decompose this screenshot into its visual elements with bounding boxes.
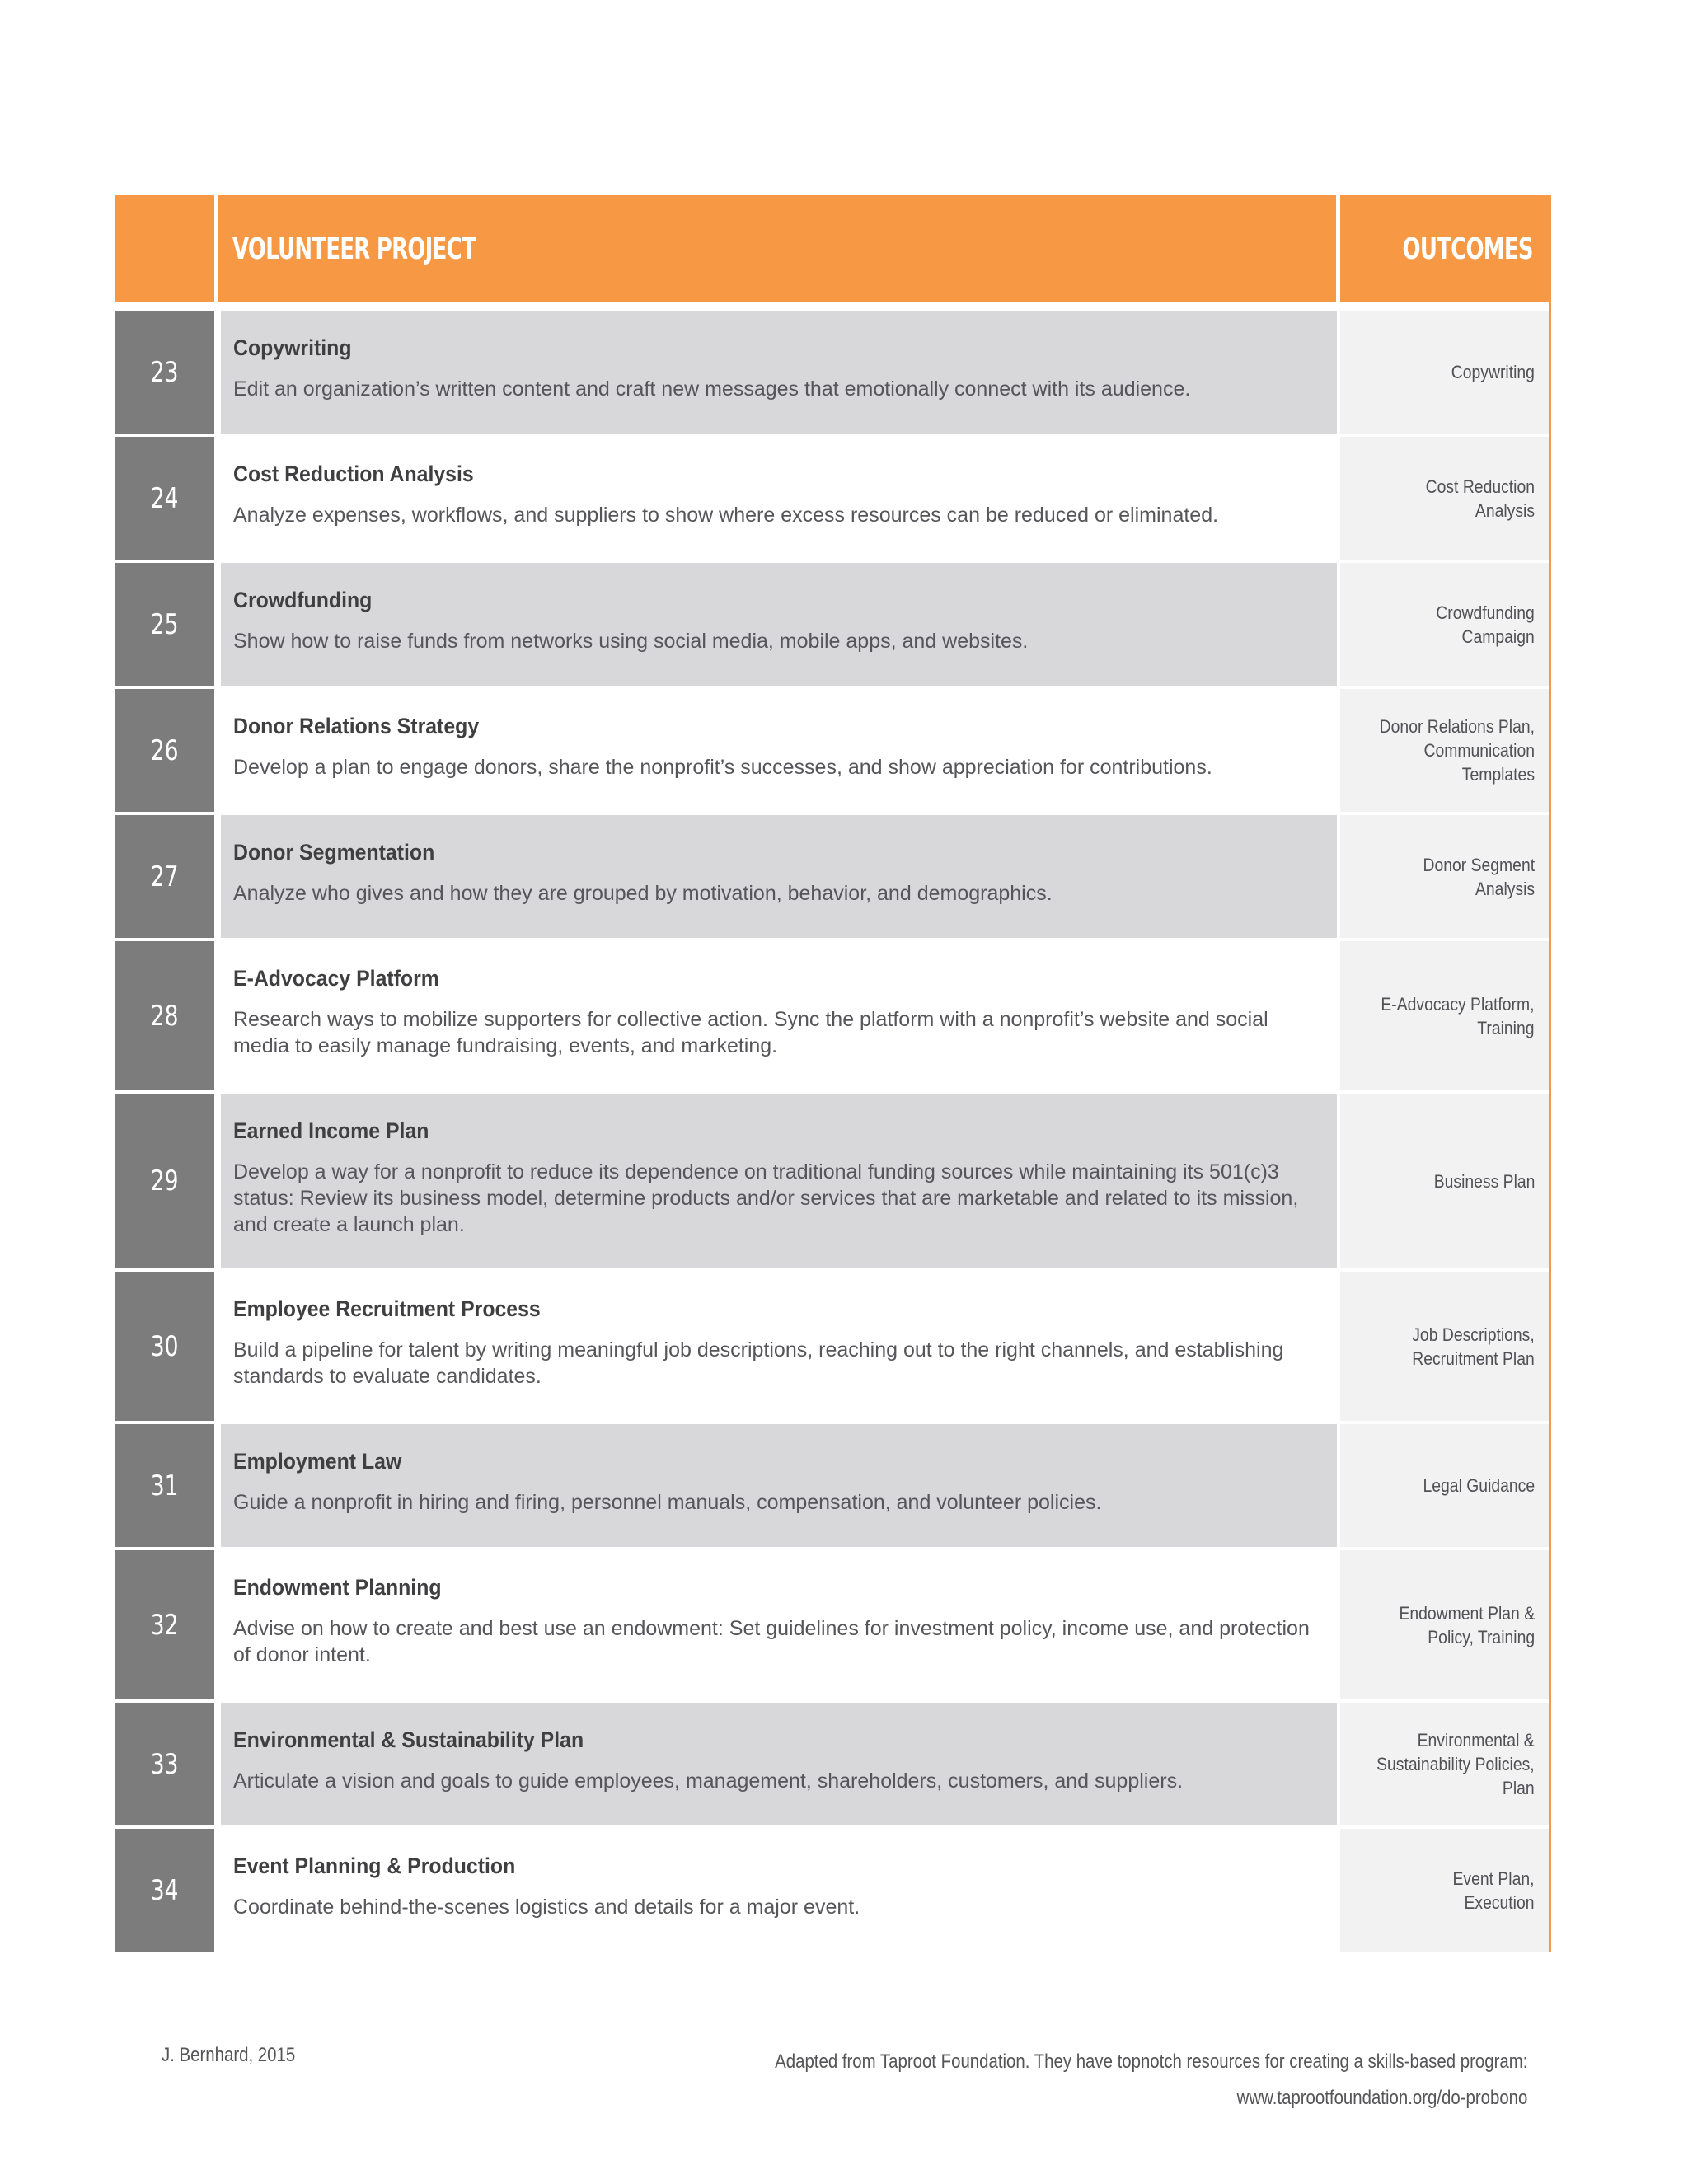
row-number-label: 26 <box>151 733 179 767</box>
row-number-label: 29 <box>151 1165 179 1197</box>
outcome-cell <box>1340 689 1551 812</box>
outcome-cell <box>1340 1094 1551 1268</box>
outcome-text: Endowment Plan & Policy, Training <box>1399 1602 1535 1647</box>
project-cell <box>221 1272 1340 1421</box>
project-description: Coordinate behind-the-scenes logistics and details for a major event. <box>233 1896 860 1919</box>
outcome-text: Copywriting <box>1451 362 1535 382</box>
outcome-text: Crowdfunding Campaign <box>1436 602 1535 647</box>
footer-credit-block <box>775 2044 1527 2116</box>
row-number <box>115 437 221 560</box>
outcome-text: Event Plan, Execution <box>1452 1868 1535 1913</box>
project-description: Guide a nonprofit in hiring and firing, personnel manuals, compensation, and volunteer policies. <box>233 1491 1102 1514</box>
project-cell <box>221 689 1340 812</box>
row-number-label: 34 <box>151 1873 179 1907</box>
footer-url: www.taprootfoundation.org/do-probono <box>1236 2087 1527 2109</box>
project-title: Employee Recruitment Process <box>233 1296 541 1321</box>
table-row <box>115 941 1551 1094</box>
row-number <box>115 311 221 434</box>
table-row <box>115 1272 1551 1424</box>
outcome-text: E-Advocacy Platform, Training <box>1381 993 1535 1038</box>
row-number <box>115 1094 221 1268</box>
outcome-text: Job Descriptions, Recruitment Plan <box>1412 1324 1535 1369</box>
project-title: Copywriting <box>233 335 352 360</box>
project-description: Analyze expenses, workflows, and suppliers to show where excess resources can be reduced or eliminated. <box>233 504 1219 527</box>
footer-author: J. Bernhard, 2015 <box>162 2044 296 2066</box>
outcome-cell <box>1340 563 1551 686</box>
project-cell <box>221 1424 1340 1547</box>
row-number <box>115 689 221 812</box>
project-cell <box>221 1703 1340 1825</box>
project-title: Cost Reduction Analysis <box>233 462 474 486</box>
project-description: Analyze who gives and how they are grouped by motivation, behavior, and demographics. <box>233 882 1053 905</box>
table-row <box>115 1703 1551 1829</box>
row-number-label: 27 <box>151 860 179 893</box>
project-title: Donor Relations Strategy <box>233 714 480 738</box>
project-title: Donor Segmentation <box>233 840 435 865</box>
table-header <box>115 195 1551 302</box>
outcome-cell <box>1340 1272 1551 1421</box>
project-cell <box>221 437 1340 560</box>
row-number-label: 31 <box>151 1469 179 1502</box>
table-row <box>115 1829 1551 1952</box>
outcome-text: Business Plan <box>1433 1170 1535 1192</box>
outcome-cell <box>1340 1829 1551 1952</box>
table-row <box>115 689 1551 815</box>
project-title: Crowdfunding <box>233 588 373 612</box>
project-description: Edit an organization’s written content and craft new messages that emotionally connect with its audience. <box>233 377 1191 401</box>
row-number <box>115 1272 221 1421</box>
row-number <box>115 1550 221 1699</box>
project-cell <box>221 941 1340 1090</box>
outcome-text: Donor Relations Plan, Communication Templates <box>1379 716 1535 785</box>
row-number <box>115 815 221 938</box>
project-cell <box>221 311 1340 434</box>
outcome-cell <box>1340 815 1551 938</box>
table-row <box>115 311 1551 437</box>
table-row <box>115 815 1551 941</box>
project-title: Endowment Planning <box>233 1575 442 1600</box>
outcome-cell <box>1340 941 1551 1090</box>
row-number-label: 33 <box>151 1747 179 1781</box>
project-title: Earned Income Plan <box>233 1118 429 1143</box>
outcome-cell <box>1340 1424 1551 1547</box>
project-title: Environmental & Sustainability Plan <box>233 1727 584 1752</box>
row-number <box>115 1829 221 1952</box>
project-description: Articulate a vision and goals to guide employees, management, shareholders, customers, and suppliers. <box>233 1769 1184 1793</box>
table-row <box>115 1424 1551 1550</box>
outcome-cell <box>1340 1703 1551 1825</box>
header-project-label: VOLUNTEER PROJECT <box>232 232 476 266</box>
project-cell <box>221 1550 1340 1699</box>
project-description: Develop a plan to engage donors, share the nonprofit’s successes, and show appreciation for contributions. <box>233 756 1212 779</box>
row-number <box>115 941 221 1090</box>
project-description: Develop a way for a nonprofit to reduce its dependence on traditional funding sources while maintaining its 501(c)3 status: Review its business model, determine products and/or services that are marketable and related to its mission, and create a launch plan. <box>233 1160 1299 1236</box>
table-row <box>115 563 1551 689</box>
outcome-cell <box>1340 437 1551 560</box>
table-row <box>115 1550 1551 1703</box>
row-number-label: 25 <box>151 607 179 641</box>
footer-credit: Adapted from Taproot Foundation. They have topnotch resources for creating a skills-based program: <box>774 2050 1527 2073</box>
row-number-label: 30 <box>151 1329 179 1363</box>
row-number-label: 23 <box>151 355 179 389</box>
project-description: Advise on how to create and best use an endowment: Set guidelines for investment policy, income use, and protection of donor intent. <box>233 1617 1310 1666</box>
project-title: E-Advocacy Platform <box>233 966 439 991</box>
table-row <box>115 1094 1551 1272</box>
table-row <box>115 437 1551 563</box>
outcome-cell <box>1340 1550 1551 1699</box>
outcome-text: Legal Guidance <box>1423 1475 1535 1496</box>
project-cell <box>221 1829 1340 1952</box>
project-cell <box>221 563 1340 686</box>
project-title: Employment Law <box>233 1449 402 1474</box>
header-outcomes-cell <box>1340 195 1551 302</box>
header-number-cell <box>115 195 218 302</box>
project-description: Research ways to mobilize supporters for collective action. Sync the platform with a nonprofit’s website and social media to easily manage fundraising, events, and marketing. <box>233 1008 1268 1057</box>
project-cell <box>221 815 1340 938</box>
table-body <box>115 302 1551 1952</box>
projects-table <box>115 195 1551 1952</box>
header-project-cell <box>218 195 1340 302</box>
row-number-label: 24 <box>151 481 179 515</box>
project-title: Event Planning & Production <box>233 1854 516 1878</box>
outcome-cell <box>1340 311 1551 434</box>
project-description: Show how to raise funds from networks using social media, mobile apps, and websites. <box>233 630 1029 653</box>
project-cell <box>221 1094 1340 1268</box>
outcome-text: Donor Segment Analysis <box>1423 854 1535 899</box>
outcome-text: Environmental & Sustainability Policies, Plan <box>1376 1730 1535 1798</box>
outcome-text: Cost Reduction Analysis <box>1425 476 1535 521</box>
row-number <box>115 1424 221 1547</box>
row-number <box>115 563 221 686</box>
header-outcomes-label: OUTCOMES <box>1402 232 1533 266</box>
row-number <box>115 1703 221 1825</box>
project-description: Build a pipeline for talent by writing meaningful job descriptions, reaching out to the right channels, and establishing standards to evaluate candidates. <box>233 1338 1284 1388</box>
row-number-label: 32 <box>151 1608 179 1642</box>
row-number-label: 28 <box>151 999 179 1033</box>
